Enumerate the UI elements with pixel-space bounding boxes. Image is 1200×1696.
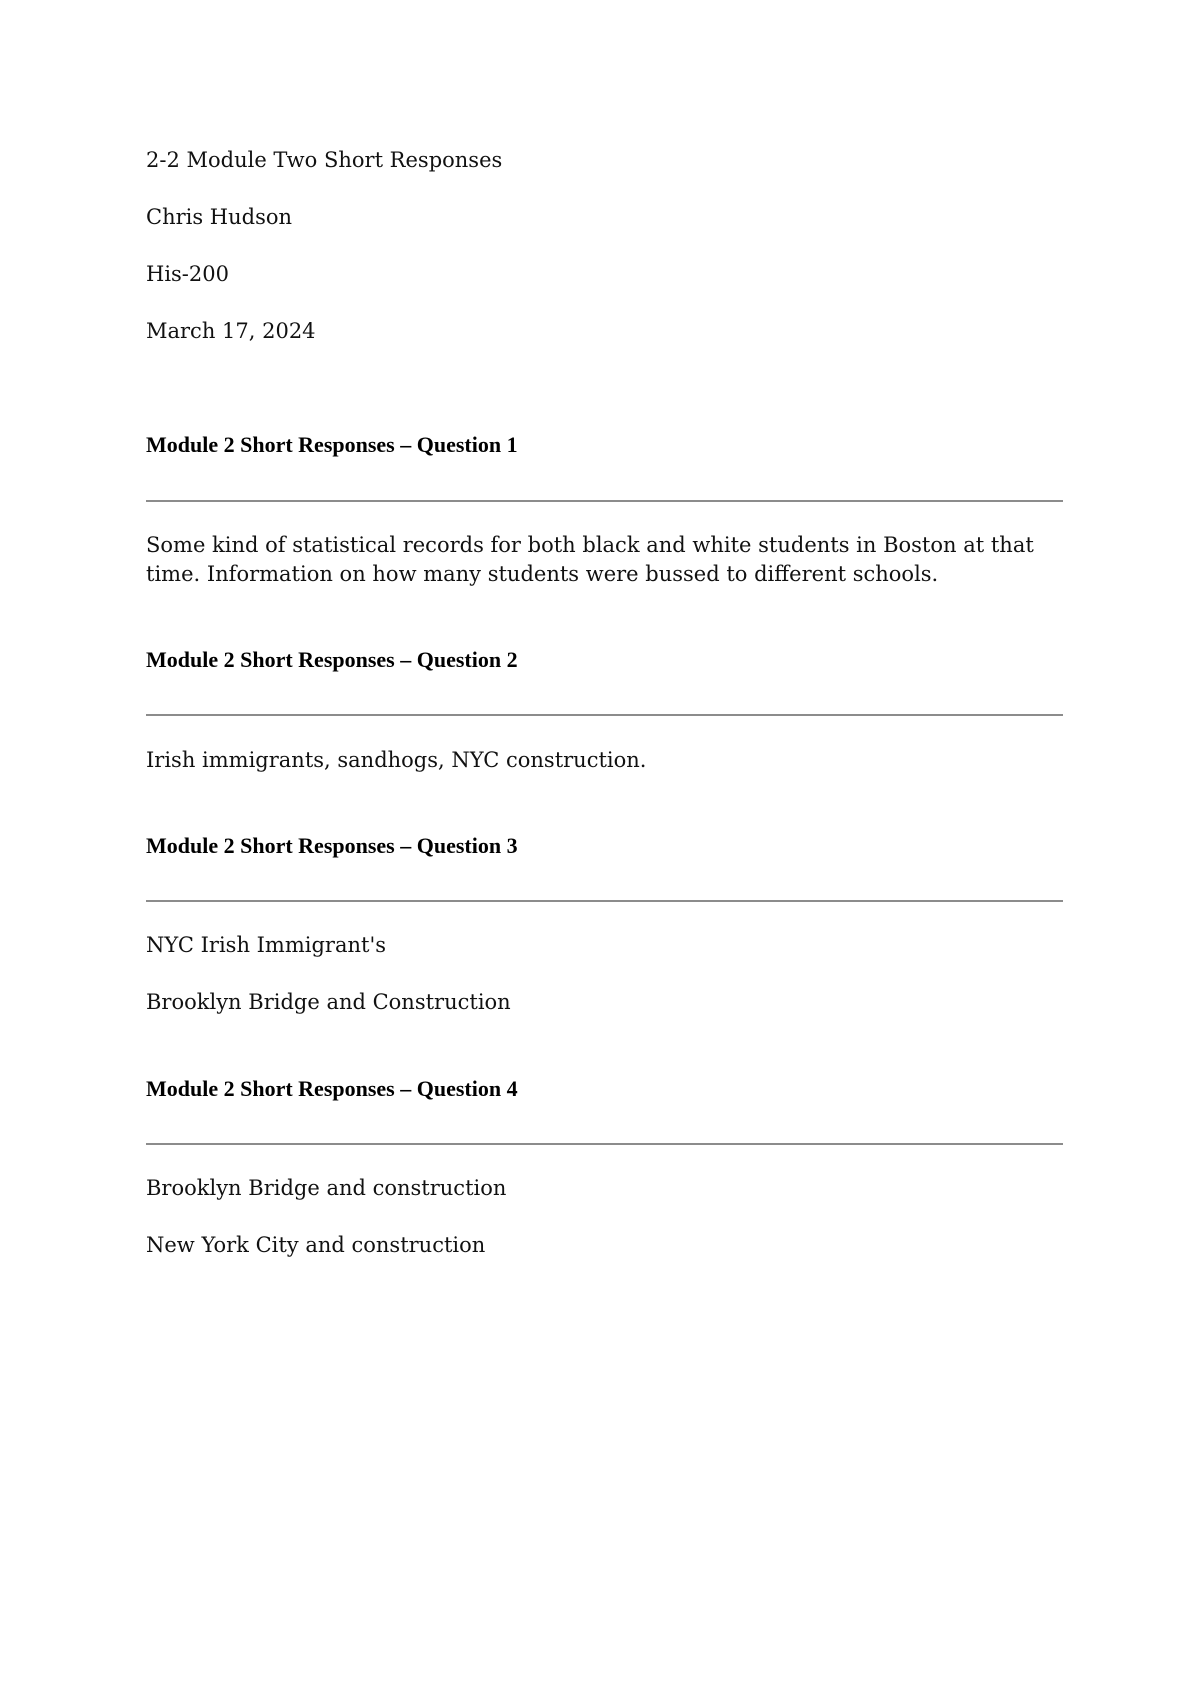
question-4-divider [146, 1143, 1063, 1145]
question-4-response-1: Brooklyn Bridge and construction [146, 1176, 507, 1200]
question-2-heading: Module 2 Short Responses – Question 2 [146, 647, 518, 672]
question-2-divider [146, 714, 1063, 716]
assignment-title: 2-2 Module Two Short Responses [146, 148, 503, 172]
question-4-response-2: New York City and construction [146, 1233, 486, 1257]
course-code: His-200 [146, 262, 229, 286]
question-1-divider [146, 500, 1063, 502]
question-4-heading: Module 2 Short Responses – Question 4 [146, 1076, 518, 1101]
question-2-response: Irish immigrants, sandhogs, NYC construction. [146, 748, 647, 772]
question-3-response-1: NYC Irish Immigrant's [146, 933, 386, 957]
author-name: Chris Hudson [146, 205, 293, 229]
question-3-divider [146, 900, 1063, 902]
question-1-response: Some kind of statistical records for both black and white students in Boston at that time. Information on how many students were bussed to different schools. [146, 533, 1034, 586]
question-1-heading: Module 2 Short Responses – Question 1 [146, 432, 518, 457]
submission-date: March 17, 2024 [146, 319, 316, 343]
question-3-response-2: Brooklyn Bridge and Construction [146, 990, 511, 1014]
question-3-heading: Module 2 Short Responses – Question 3 [146, 833, 518, 858]
